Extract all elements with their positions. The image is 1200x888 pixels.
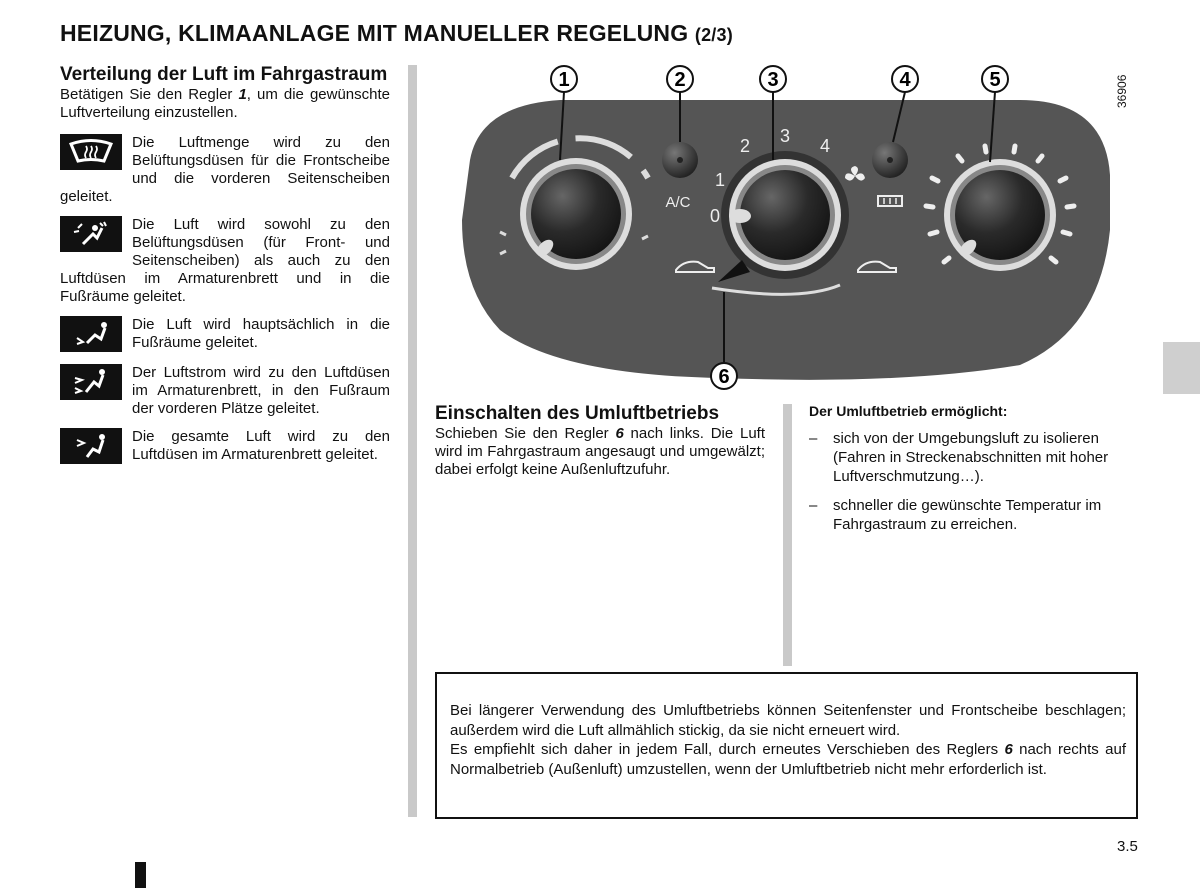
list-item: – schneller die gewünschte Temperatur im Fahrgastraum zu erreichen.	[809, 496, 1140, 534]
distribution-item	[60, 134, 390, 206]
callout-3: 3	[767, 69, 779, 91]
note-line-1: Bei längerer Verwendung des Umluftbetriebs können Seitenfenster und Frontscheibe beschlagen; außerdem wird die Luft allmählich stickig, da sie nicht erneuert wird.	[450, 702, 1126, 739]
item-text: Die gesamte Luft wird zu den Luftdüsen im Armaturenbrett geleitet.	[132, 428, 390, 463]
item-text: Die Luft wird hauptsächlich in die Fußräume geleitet.	[132, 316, 390, 351]
recirculation-text: Schieben Sie den Regler 6 nach links. Die Luft wird im Fahrgastraum angesaugt und umgewälzt; dabei erfolgt keine Außenluftzufuhr.	[435, 425, 765, 478]
fan-label: 4	[820, 136, 831, 156]
title-suffix: (2/3)	[694, 25, 733, 45]
recirculation-section	[435, 403, 765, 479]
callout-4: 4	[899, 69, 911, 91]
recirculation-heading: Einschalten des Umluftbetriebs	[435, 403, 720, 424]
callout-5: 5	[989, 69, 1001, 91]
distribution-item	[60, 216, 390, 306]
climate-panel-figure	[440, 60, 1130, 390]
dashboard-and-footwell-vents-icon	[60, 364, 122, 400]
fan-label: 3	[780, 126, 791, 146]
callout-6: 6	[718, 366, 730, 388]
distribution-item	[60, 316, 390, 354]
distribution-intro: Betätigen Sie den Regler 1, um die gewünschte Luftverteilung einzustellen.	[60, 86, 390, 121]
footwell-vents-icon	[60, 316, 122, 352]
item-text: Die Luft wird sowohl zu den Belüftungsdüsen (für Front- und Seitenscheiben) als auch zu den Luftdüsen im Armaturenbrett und in die Fußräume geleitet.	[60, 216, 390, 305]
windscreen-and-dashboard-vents-icon	[60, 216, 122, 252]
benefits-heading: Der Umluftbetrieb ermöglicht:	[809, 403, 1008, 419]
chapter-tab	[1163, 342, 1200, 394]
callout-1: 1	[558, 69, 570, 91]
benefits-section	[809, 403, 1140, 544]
ac-label: A/C	[665, 194, 691, 211]
item-text: Die Luftmenge wird zu den Belüftungsdüsen für die Frontscheibe und die vorderen Seitenscheiben geleitet.	[60, 134, 390, 205]
list-item: – sich von der Umgebungsluft zu isolieren (Fahren in Streckenabschnitten mit hoher Luftverschmutzung…).	[809, 429, 1140, 486]
note-box	[435, 672, 1138, 819]
note-line-2: Es empfiehlt sich daher in jedem Fall, durch erneutes Verschieben des Reglers 6 nach rechts auf Normalbetrieb (Außenluft) umzustellen, wenn der Umluftbetrieb nicht mehr erforderlich ist.	[450, 741, 1126, 778]
page-title	[60, 20, 733, 47]
distribution-item	[60, 428, 390, 466]
page-marker	[135, 862, 146, 888]
dashboard-vents-icon	[60, 428, 122, 464]
distribution-heading: Verteilung der Luft im Fahrgastraum	[60, 64, 388, 85]
column-divider	[783, 404, 792, 666]
fan-label: 1	[715, 170, 726, 190]
item-text: Der Luftstrom wird zu den Luftdüsen im Armaturenbrett, in den Fußraum der vorderen Plätze geleitet.	[132, 364, 390, 417]
distribution-section	[60, 64, 390, 466]
distribution-item	[60, 364, 390, 418]
title-text: HEIZUNG, KLIMAANLAGE MIT MANUELLER REGELUNG	[60, 20, 689, 46]
windscreen-defrost-icon	[60, 134, 122, 170]
fan-label: 2	[740, 136, 751, 156]
figure-id: 36906	[1115, 74, 1129, 108]
fan-speed-knob	[721, 151, 849, 279]
page-number: 3.5	[1117, 838, 1138, 855]
callout-2: 2	[674, 69, 686, 91]
fan-label: 0	[710, 206, 721, 226]
column-divider	[408, 65, 417, 817]
benefits-list	[809, 429, 1140, 534]
